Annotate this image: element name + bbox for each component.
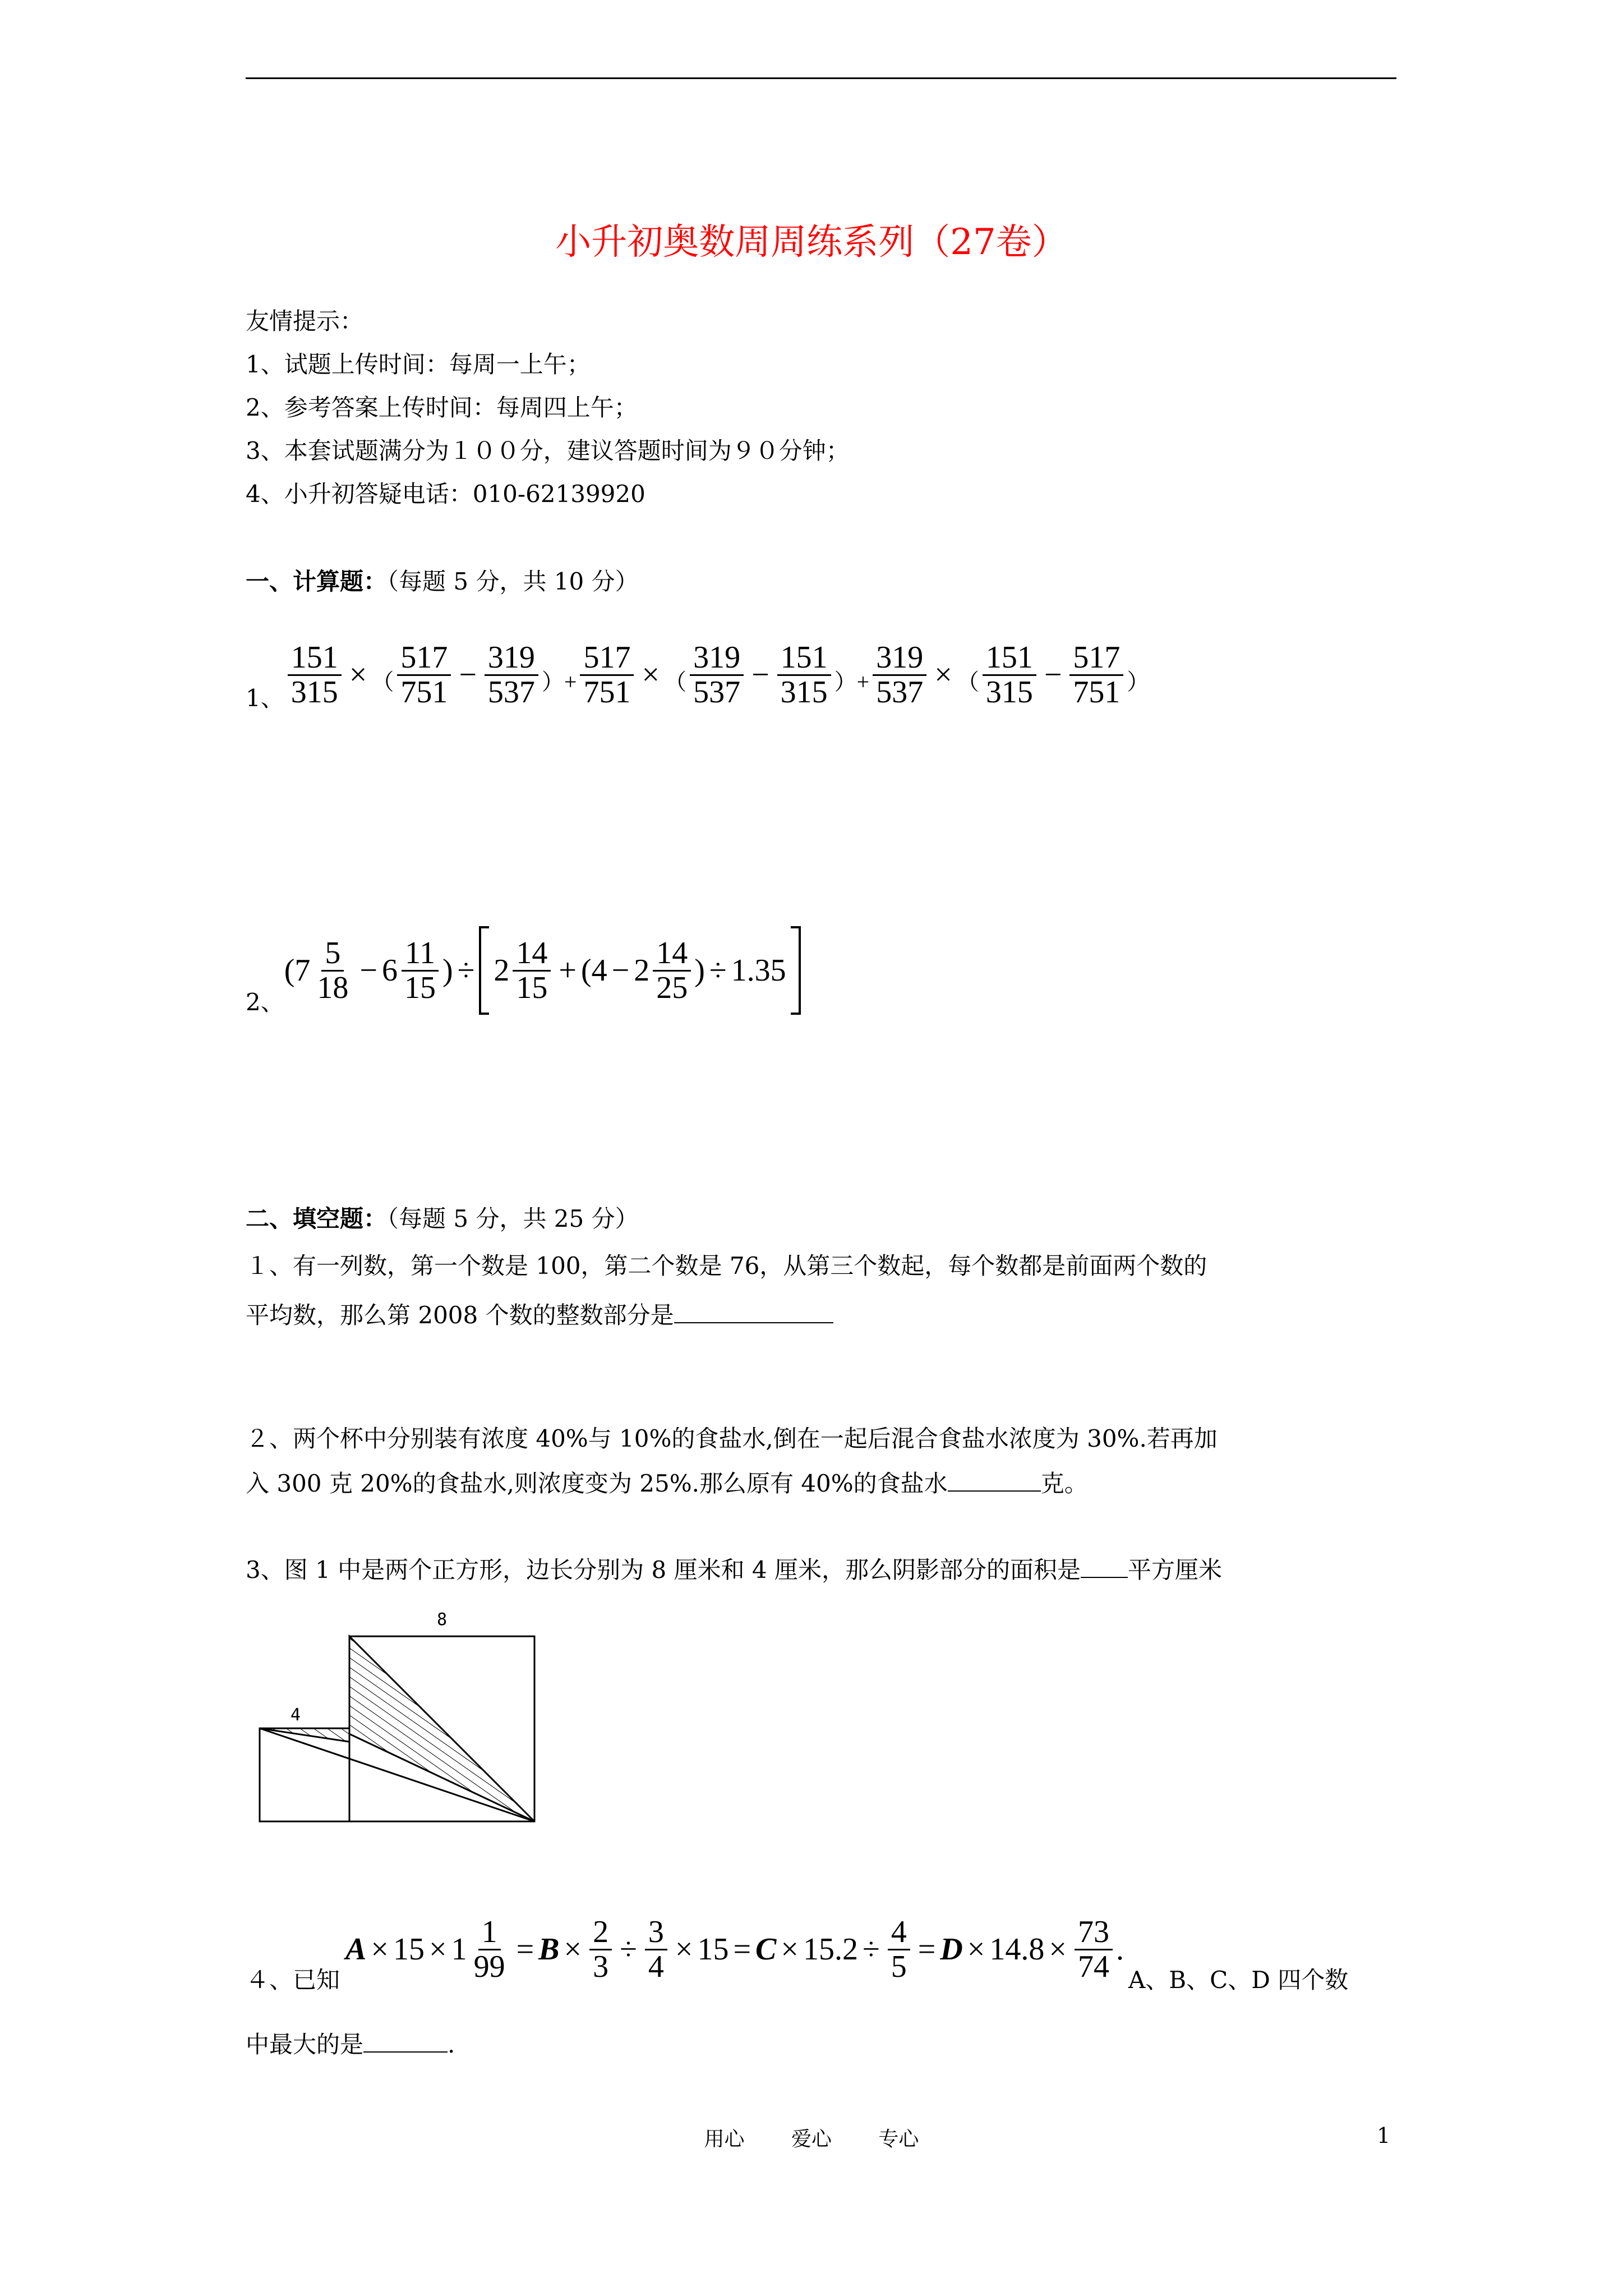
fraction: $\frac{319}{537}$ [873,641,926,709]
s2-q2-line2: 入 300 克 20%的食盐水,则浓度变为 25%.那么原有 40%的食盐水 克。 [246,1470,1088,1497]
fraction: $\frac{319}{537}$ [485,641,538,709]
s1-q2 [246,920,801,1021]
answer-blank[interactable] [363,2051,448,2053]
tips-header: 友情提示： [246,307,364,335]
shaded-region [349,1636,534,1821]
answer-blank[interactable] [674,1322,833,1323]
answer-blank[interactable] [1081,1577,1128,1578]
tip-item-1: 1、试题上传时间：每周一上午； [246,351,591,378]
s2-q1-line1: １、有一列数，第一个数是 100，第二个数是 76，从第三个数起，每个数都是前面两个数的 [246,1252,1207,1280]
fraction: $\frac{319}{537}$ [690,641,744,709]
fraction: $\frac{151}{315}$ [288,641,342,709]
label-4: 4 [290,1705,301,1725]
fraction: $\frac{151}{315}$ [777,641,831,709]
s2-q4-equation: A × 15 × 1 $\frac{1}{99}$ = B × $\frac{2}{3}$ ÷ $\frac{3}{4}$ × 15 = C × 15.2 ÷ $\frac{4}{5}$ = D × 14.8 × $\frac{73}{74}$ . [345,1914,1124,1984]
s1-q2-expression: ( 7 $\frac{5}{18}$ − 6 $\frac{11}{15}$ ) ÷ 2 $\frac{14}{15}$ + ( 4 − 2 $\frac{14}{25}$ ) ÷ 1.35 [284,926,801,1015]
tip-item-4: 4、小升初答疑电话：010-62139920 [246,480,645,508]
s1-q1-expression: $\frac{151}{315}$ × （ $\frac{517}{751}$ − $\frac{319}{537}$ ）+ $\frac{517}{751}$ × （ $\frac{319}{537}$ − $\frac{151}{315}$ ）+ $\frac{319}{537}$ × （ $\frac{151}{315}$ − $\frac{517}{751}$ ） [284,641,1150,709]
fraction: $\frac{517}{751}$ [580,641,634,709]
right-bracket [791,926,801,1015]
page-title: 小升初奥数周周练系列（27卷） [555,222,1068,263]
s2-q4-label: ４、已知 [246,1966,340,1994]
s2-q4 [246,1899,1348,2000]
fraction: $\frac{517}{751}$ [1069,641,1123,709]
section1-note: （每题 5 分，共 10 分） [387,568,639,595]
footer-center: 用心 爱心 专心 [704,2128,919,2151]
answer-blank[interactable] [948,1490,1041,1492]
s2-q4-line2: 中最大的是 . [246,2031,455,2058]
left-bracket [479,926,489,1015]
shaded-region-small [260,1728,349,1742]
section1-heading-line [246,568,639,596]
s2-q4-tail: A、B、C、D 四个数 [1128,1966,1349,1994]
s2-q1-line2: 平均数，那么第 2008 个数的整数部分是 [246,1301,833,1329]
s2-q3-line: 3、图 1 中是两个正方形，边长分别为 8 厘米和 4 厘米，那么阴影部分的面积是 平方厘米 [246,1556,1223,1584]
section1-heading: 一、计算题： [246,568,388,595]
page-number: 1 [1377,2123,1391,2148]
tip-item-2: 2、参考答案上传时间：每周四上午； [246,394,638,421]
s1-q1 [246,627,1149,723]
label-8: 8 [436,1610,448,1630]
header-rule [246,77,1396,79]
tip-item-3: 3、本套试题满分为１００分，建议答题时间为９０分钟； [246,437,850,464]
small-square [260,1728,349,1821]
s1-q1-label: 1、 [246,684,284,712]
s2-q2-line1: ２、两个杯中分别装有浓度 40%与 10%的食盐水,倒在一起后混合食盐水浓度为 30%.若再加 [246,1425,1218,1452]
section2-heading-line [246,1205,639,1233]
fraction: $\frac{151}{315}$ [983,641,1036,709]
section2-note: （每题 5 分，共 25 分） [387,1205,639,1232]
fraction: $\frac{517}{751}$ [397,641,451,709]
figure-two-squares [255,1602,558,1837]
s1-q2-label: 2、 [246,988,284,1016]
section2-heading: 二、填空题： [246,1205,388,1232]
